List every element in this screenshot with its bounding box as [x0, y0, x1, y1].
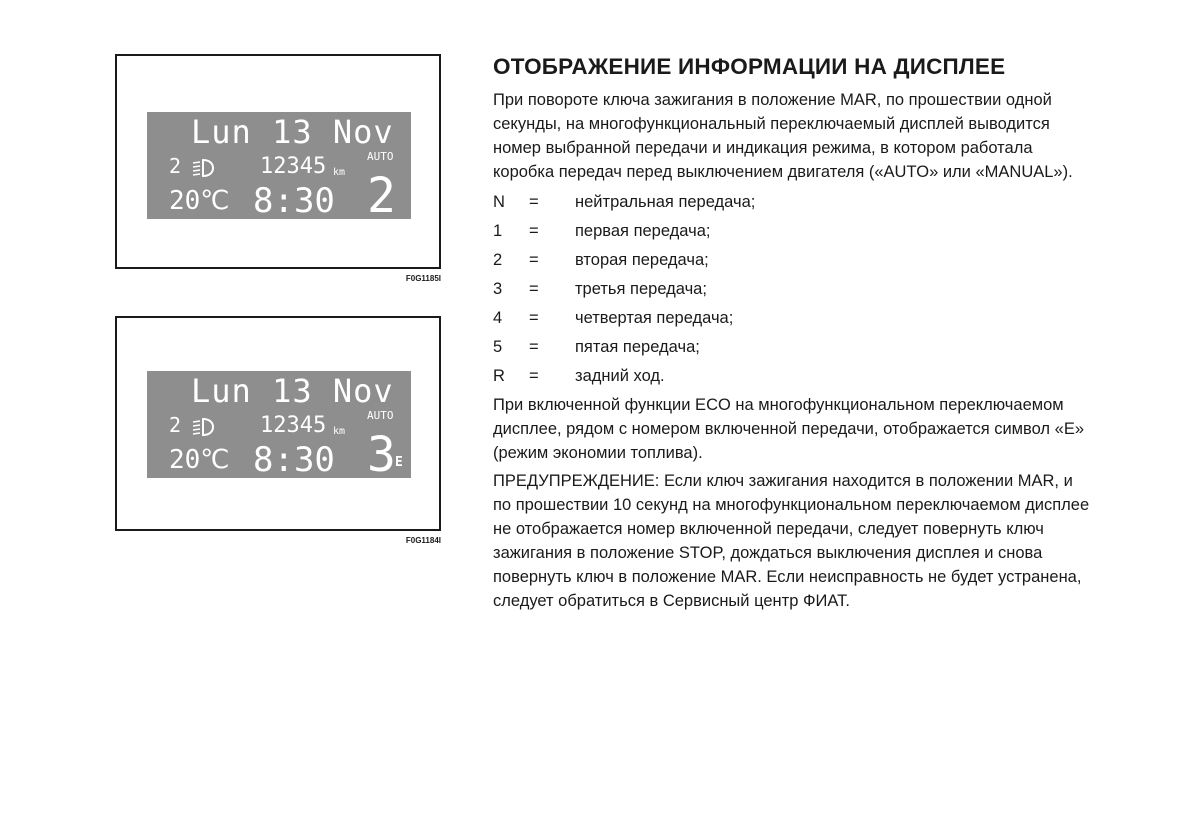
lcd-odometer: 12345 — [260, 413, 327, 438]
lcd-gear-small: 2 — [169, 413, 182, 437]
list-item — [493, 362, 1093, 391]
gear-description: четвертая передача; — [575, 309, 734, 327]
equals-sign: = — [529, 338, 539, 356]
headlamp-icon — [191, 158, 215, 178]
lcd-time: 8:30 — [253, 440, 335, 478]
gear-key: 1 — [493, 222, 503, 240]
equals-sign: = — [529, 251, 539, 269]
gear-description: задний ход. — [575, 367, 665, 385]
lcd-date: Lun 13 Nov — [191, 372, 394, 410]
gear-legend-list — [493, 188, 1093, 391]
article — [493, 54, 1093, 613]
display-figure-auto-gear-2 — [115, 54, 441, 269]
list-item — [493, 246, 1093, 275]
equals-sign: = — [529, 280, 539, 298]
equals-sign: = — [529, 193, 539, 211]
list-item — [493, 217, 1093, 246]
gear-key: 3 — [493, 280, 503, 298]
warning-paragraph: ПРЕДУПРЕЖДЕНИЕ: Если ключ зажигания находится в положении MAR, и по прошествии 10 секунд на многофункциональном переключаемом дисплее не отображается номер включенной передачи, следует повернуть ключ зажигания в положение STOP, дождаться выключения дисплея и снова повернуть ключ в положение MAR. Если неисправность не будет устранена, следует обратиться в Сервисный центр ФИАТ. — [493, 472, 1090, 610]
lcd-mode: AUTO — [367, 150, 394, 163]
eco-paragraph: При включенной функции ECO на многофункциональном переключаемом дисплее, рядом с номером включенной передачи, отображается символ «E» (режим экономии топлива). — [493, 396, 1084, 462]
equals-sign: = — [529, 222, 539, 240]
lcd-mode: AUTO — [367, 409, 394, 422]
lcd-gear-big: 3 — [367, 427, 396, 478]
equals-sign: = — [529, 367, 539, 385]
gear-key: R — [493, 367, 505, 385]
gear-description: пятая передача; — [575, 338, 700, 356]
figure-code: F0G1185I — [405, 274, 441, 283]
gear-key: 5 — [493, 338, 503, 356]
lcd-display — [147, 112, 411, 219]
equals-sign: = — [529, 309, 539, 327]
gear-key: N — [493, 193, 505, 211]
gear-description: нейтральная передача; — [575, 193, 756, 211]
lcd-km-unit: km — [333, 167, 346, 178]
figure-code: F0G1184I — [405, 536, 441, 545]
gear-description: вторая передача; — [575, 251, 709, 269]
lcd-odometer: 12345 — [260, 154, 327, 179]
list-item — [493, 333, 1093, 362]
lcd-time: 8:30 — [253, 181, 335, 219]
lcd-km-unit: km — [333, 426, 346, 437]
list-item — [493, 304, 1093, 333]
headlamp-icon — [191, 417, 215, 437]
lcd-gear-small: 2 — [169, 154, 182, 178]
lcd-gear-big: 2 — [367, 168, 396, 219]
gear-key: 2 — [493, 251, 503, 269]
lcd-display — [147, 371, 411, 478]
list-item — [493, 188, 1093, 217]
lcd-temperature: 20℃ — [169, 445, 230, 475]
list-item — [493, 275, 1093, 304]
lcd-date: Lun 13 Nov — [191, 113, 394, 151]
intro-paragraph: При повороте ключа зажигания в положение MAR, по прошествии одной секунды, на многофункциональный переключаемый дисплей выводится номер выбранной передачи и индикация режима, в котором работала коробка передач перед выключением двигателя («AUTO» или «MANUAL»). — [493, 91, 1073, 181]
display-figure-eco-gear-3 — [115, 316, 441, 531]
lcd-eco-indicator: E — [395, 455, 403, 470]
gear-key: 4 — [493, 309, 503, 327]
gear-description: первая передача; — [575, 222, 711, 240]
gear-description: третья передача; — [575, 280, 707, 298]
page-title: ОТОБРАЖЕНИЕ ИНФОРМАЦИИ НА ДИСПЛЕЕ — [493, 54, 1006, 79]
lcd-temperature: 20℃ — [169, 186, 230, 216]
